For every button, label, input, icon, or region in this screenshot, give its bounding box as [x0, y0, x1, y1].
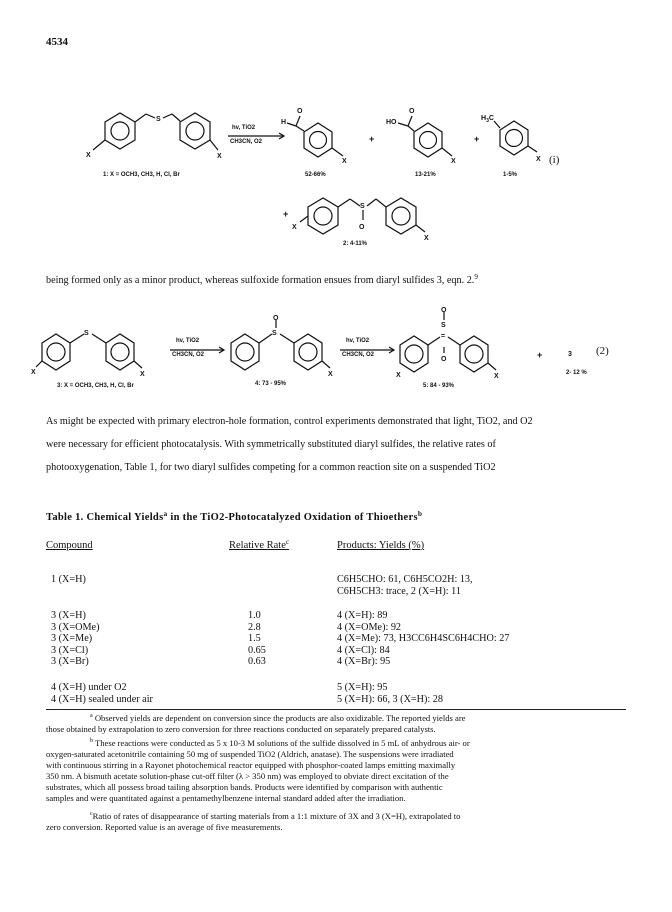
svg-text:X: X — [217, 153, 222, 160]
scheme2-conditions-1-top: hv, TiO2 — [176, 338, 200, 344]
body-paragraph — [46, 410, 533, 479]
svg-text:O: O — [441, 356, 447, 363]
plus-sign: + — [474, 134, 480, 144]
table-cell-rate: 0.65 — [248, 644, 266, 656]
footnote-c: $^c$Ratio of rates of disappearance of starting materials from a 1:1 mixture of 3X and 3 (X=H), extrapolated to zero conversion. Reported value is an average of five measurements. — [46, 811, 461, 832]
svg-text:O: O — [409, 108, 415, 115]
svg-text:X: X — [396, 372, 401, 379]
column-header-compound: Compound — [46, 540, 93, 551]
svg-text:X: X — [536, 156, 541, 163]
table-cell-rate: 2.8 — [248, 621, 261, 633]
scheme1-conditions-bottom: CH3CN, O2 — [230, 139, 263, 145]
column-header-relative-rate: Relative Rate$^c$ — [229, 537, 290, 551]
table-row: 3 (X=Cl) — [51, 644, 89, 656]
svg-text:S: S — [360, 203, 365, 210]
yield-benzoic-acid: 13-21% — [415, 172, 436, 178]
table-cell-products: 5 (X=H): 95 — [337, 682, 388, 693]
svg-text:X: X — [86, 152, 91, 159]
side-product-3: 3 — [568, 351, 572, 358]
svg-text:O: O — [297, 108, 303, 115]
table-row: 3 (X=OMe) — [51, 621, 100, 633]
svg-text:O: O — [359, 224, 365, 231]
table-cell-compound: 1 (X=H) — [51, 574, 86, 585]
table-caption: Table 1. Chemical Yields$^a$ in the TiO2-Photocatalyzed Oxidation of Thioethers$^b$ — [46, 509, 423, 523]
table-bottom-rule — [46, 709, 626, 710]
scheme2-conditions-1-bottom: CH3CN, O2 — [172, 352, 205, 358]
table-row: 4 (X=H) under O2 — [51, 682, 127, 693]
table-cell-products: C6H5CHO: 61, C6H5CO2H: 13, C6H5CH3: trace, 2 (X=H): 11 — [337, 574, 473, 597]
plus-sign: + — [537, 350, 543, 360]
svg-text:X: X — [328, 371, 333, 378]
svg-text:X: X — [31, 369, 36, 376]
table-cell-products: 4 (X=H): 89 — [337, 610, 388, 621]
page-number: 4534 — [46, 36, 68, 48]
table-row: 3 (X=Br) — [51, 656, 89, 667]
svg-text:X: X — [494, 373, 499, 380]
svg-text:O: O — [441, 307, 447, 314]
svg-text:O: O — [273, 315, 279, 322]
equation-label-2: (2) — [596, 345, 609, 357]
reaction-scheme-2 — [0, 0, 672, 400]
svg-text:X: X — [424, 235, 429, 242]
column-header-products: Products: Yields (%) — [337, 540, 425, 551]
table-row: 4 (X=H) sealed under air — [51, 693, 153, 705]
table-cell-rate: 1.0 — [248, 610, 261, 621]
svg-text:H: H — [281, 119, 287, 126]
svg-text:S: S — [272, 330, 277, 337]
yield-benzaldehyde: 52-66% — [305, 172, 326, 178]
plus-sign: + — [369, 134, 375, 144]
table-cell-products: 4 (X=Br): 95 — [337, 656, 391, 667]
table-cell-rate: 0.63 — [248, 656, 266, 667]
side-product-yield: 2- 12 % — [566, 370, 587, 376]
footnote-a: $^a$ Observed yields are dependent on conversion since the products are also oxidizable. The reported yields are those obtained by extrapolation to zero conversion for three reactions conducted on separately prepared catalysts. — [46, 713, 466, 734]
reactant-1-label: 1: X = OCH3, CH3, H, Cl, Br — [103, 172, 180, 178]
svg-text:S: S — [441, 322, 446, 329]
yield-toluene: 1-5% — [503, 172, 518, 178]
table-cell-products: 4 (X=OMe): 92 — [337, 621, 402, 633]
table-cell-rate: 1.5 — [248, 633, 261, 644]
svg-text:X: X — [451, 158, 456, 165]
reactant-3-label: 3: X = OCH3, CH3, H, Cl, Br — [57, 383, 134, 389]
paragraph-line: As might be expected with primary electron-hole formation, control experiments demonstrated that light, TiO2, and O2 — [46, 416, 533, 427]
scheme1-conditions-top: hv, TiO2 — [232, 125, 256, 131]
plus-sign: + — [283, 209, 289, 219]
svg-text:S: S — [84, 330, 89, 337]
svg-text:S: S — [156, 116, 161, 123]
table-cell-products: 5 (X=H): 66, 3 (X=H): 28 — [337, 693, 443, 705]
sulfoxide-2-label: 2: 4-11% — [343, 241, 368, 247]
table-row: 3 (X=Me) — [51, 633, 93, 644]
svg-text:HO: HO — [386, 119, 397, 126]
paragraph-line: were necessary for efficient photocatalysis. With symmetrically substituted diaryl sulfides, the relative rates of — [46, 439, 496, 450]
footnote-b: $^b$ These reactions were conducted as 5 x 10-3 M solutions of the sulfide dissolved in 5 mL of anhydrous air- or oxygen-saturated acetonitrile containing 50 mg of suspended TiO2 (Aldrich, anatase). The suspensions were irradiated with continuous stirring in a Rayonet photochemical reactor equipped with phosphor-coated lamps emitting maximally 350 nm. A bismuth acetate solution-phase cut-off filter (λ > 350 nm) was employed to obviate direct excitation of the substrates, which all possess broad tailing absorption bands. Products were identified by comparison with authentic samples and were quantitated against a pentamethylbenzene internal standard added after the irradiation. — [46, 738, 470, 803]
table-cell-products: 4 (X=Me): 73, H3CC6H4SC6H4CHO: 27 — [337, 633, 510, 644]
table-row: 3 (X=H) — [51, 610, 86, 621]
svg-text:X: X — [140, 371, 145, 378]
paragraph-line: photooxygenation, Table 1, for two diaryl sulfides competing for a common reaction site on a suspended TiO2 — [46, 462, 496, 473]
svg-text:=: = — [441, 333, 446, 340]
sulfone-5-label: 5: 84 - 93% — [423, 383, 455, 389]
svg-text:X: X — [292, 224, 297, 231]
svg-text:X: X — [342, 158, 347, 165]
scheme2-conditions-2-bottom: CH3CN, O2 — [342, 352, 375, 358]
sulfoxide-4-label: 4: 73 - 95% — [255, 381, 287, 387]
svg-text:H3C: $H_3C$ — [481, 115, 494, 124]
equation-label-1: (i) — [549, 154, 560, 166]
table-cell-products: 4 (X=Cl): 84 — [337, 644, 390, 656]
scheme2-conditions-2-top: hv, TiO2 — [346, 338, 370, 344]
transition-sentence: being formed only as a minor product, whereas sulfoxide formation ensues from diaryl sulfides 3, eqn. 2.$^9$ — [46, 273, 478, 286]
